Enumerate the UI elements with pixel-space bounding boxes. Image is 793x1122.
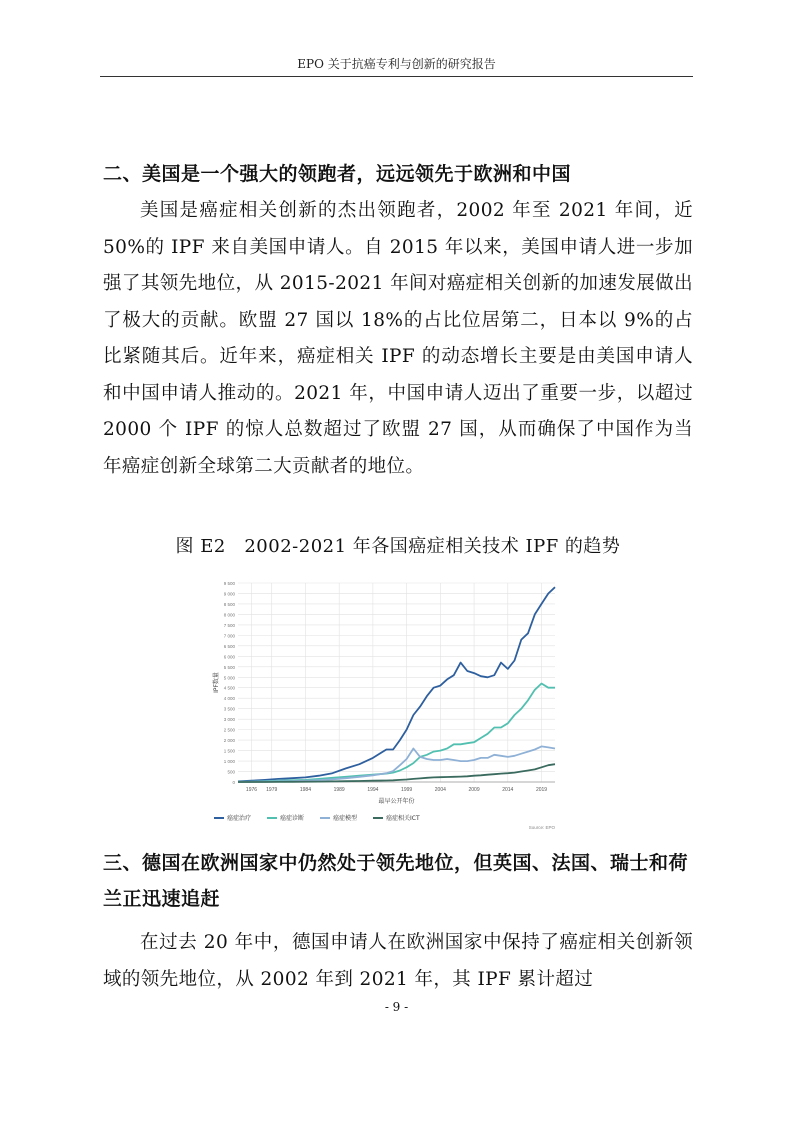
- y-tick-label: 2 000: [223, 738, 235, 744]
- x-tick-label: 1989: [333, 787, 345, 793]
- legend-label: 癌症诊断: [280, 815, 305, 822]
- x-tick-label: 1976: [245, 787, 258, 793]
- y-tick-label: 9 500: [223, 581, 235, 586]
- y-tick-label: 7 500: [223, 622, 235, 628]
- series-line: [238, 587, 555, 781]
- header-rule: [100, 76, 693, 77]
- trend-chart-svg: [210, 575, 560, 835]
- running-header: EPO 关于抗癌专利与创新的研究报告: [297, 57, 496, 71]
- y-tick-label: 4 500: [223, 685, 235, 691]
- y-tick-label: 9 000: [223, 591, 235, 597]
- y-tick-label: 6 500: [223, 643, 235, 649]
- section-2-title: 二、美国是一个强大的领跑者，远远领先于欧洲和中国: [103, 163, 572, 185]
- page-number: - 9 -: [384, 1000, 409, 1014]
- y-tick-label: 5 500: [223, 664, 235, 670]
- y-tick-label: 7 000: [223, 633, 235, 639]
- x-tick-label: 2009: [468, 787, 480, 793]
- x-tick-label: 2004: [434, 787, 446, 793]
- x-tick-label: 1999: [401, 787, 413, 793]
- figure-caption: 图 E2 2002-2021 年各国癌症相关技术 IPF 的趋势: [175, 536, 621, 557]
- y-tick-label: 0: [232, 780, 235, 785]
- source-note: Source: EPO: [528, 825, 555, 830]
- y-tick-label: 5 000: [223, 675, 235, 681]
- y-tick-label: 2 500: [223, 727, 235, 733]
- x-tick-label: 2019: [535, 787, 548, 793]
- x-tick-label: 1979: [266, 787, 278, 793]
- series-line: [238, 746, 555, 782]
- y-tick-label: 500: [227, 769, 235, 775]
- y-tick-label: 1 500: [223, 748, 235, 754]
- y-tick-label: 3 000: [223, 717, 235, 723]
- x-tick-label: 1994: [367, 787, 379, 793]
- x-tick-label: 1984: [299, 787, 312, 793]
- y-tick-label: 6 000: [223, 654, 235, 660]
- x-tick-label: 2014: [502, 787, 514, 793]
- trend-chart: [210, 575, 560, 835]
- y-tick-label: 1 000: [223, 759, 235, 765]
- legend-label: 癌症相关ICT: [386, 815, 420, 822]
- legend-label: 癌症模型: [333, 815, 358, 822]
- y-tick-label: 4 000: [223, 696, 235, 702]
- y-tick-label: 8 000: [223, 612, 235, 618]
- y-tick-label: 8 500: [223, 601, 235, 607]
- y-tick-label: 3 500: [223, 706, 235, 712]
- section-2-paragraph: 美国是癌症相关创新的杰出领跑者，2002 年至 2021 年间，近 50%的 IPF 来自美国申请人。自 2015 年以来，美国申请人进一步加强了其领先地位，从 2015-2021 年间对癌症相关创新的加速发展做出了极大的贡献。欧盟 27 国以 18%的占比位居第二，日本以 9%的占比紧随其后。近年来，癌症相关 IPF 的动态增长主要是由美国申请人和中国申请人推动的。2021 年，中国申请人迈出了重要一步，以超过 2000 个 IPF 的惊人总数超过了欧盟 27 国，从而确保了中国作为当年癌症创新全球第二大贡献者的地位。: [103, 200, 693, 477]
- legend-label: 癌症治疗: [227, 815, 252, 822]
- x-axis-label: 最早公开年份: [378, 798, 415, 805]
- y-axis-label: IPF数量: [213, 672, 220, 693]
- section-3-title: 三、德国在欧洲国家中仍然处于领先地位，但英国、法国、瑞士和荷兰正迅速追赶: [103, 852, 689, 910]
- section-3-paragraph: 在过去 20 年中，德国申请人在欧洲国家中保持了癌症相关创新领域的领先地位，从 2002 年到 2021 年，其 IPF 累计超过: [103, 932, 693, 990]
